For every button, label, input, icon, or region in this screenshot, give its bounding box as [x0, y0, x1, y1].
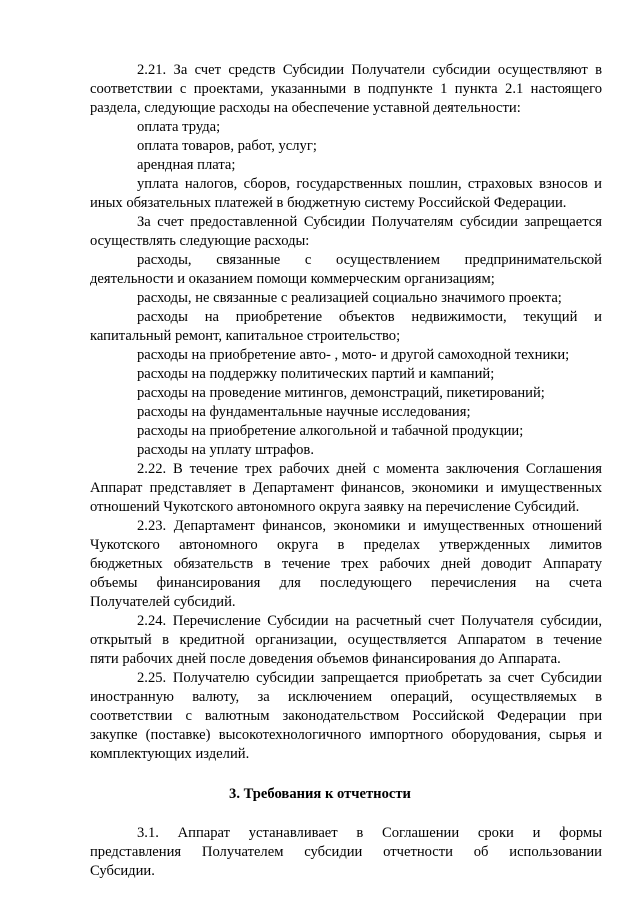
- text-line: расходы на уплату штрафов.: [137, 442, 314, 458]
- text-line: представления Получателем субсидии отчетности об использовании: [90, 844, 602, 860]
- text-line: расходы на фундаментальные научные исследования;: [137, 404, 471, 420]
- text-line: уплата налогов, сборов, государственных пошлин, страховых взносов и: [137, 176, 602, 192]
- text-line: закупке (поставке) высокотехнологичного импортного оборудования, сырья и: [90, 727, 602, 743]
- text-line: 2.21. За счет средств Субсидии Получатели субсидии осуществляют в: [137, 62, 602, 78]
- text-line: соответствии с проектами, указанными в подпункте 1 пункта 2.1 настоящего: [90, 81, 602, 97]
- text-line: оплата товаров, работ, услуг;: [137, 138, 317, 154]
- text-line: соответствии с валютным законодательством Российской Федерации при: [90, 708, 602, 724]
- text-line: расходы на проведение митингов, демонстраций, пикетирований;: [137, 385, 545, 401]
- text-line: деятельности и оказанием помощи коммерческим организациям;: [90, 271, 495, 287]
- section-heading: 3. Требования к отчетности: [229, 786, 411, 802]
- text-line: Аппарат представляет в Департамент финансов, экономики и имущественных: [90, 480, 602, 496]
- text-line: иных обязательных платежей в бюджетную систему Российской Федерации.: [90, 195, 567, 211]
- text-line: 3.1. Аппарат устанавливает в Соглашении сроки и формы: [137, 825, 602, 841]
- text-line: расходы на приобретение авто- , мото- и другой самоходной техники;: [137, 347, 570, 363]
- text-line: 2.25. Получателю субсидии запрещается приобретать за счет Субсидии: [137, 670, 602, 686]
- text-line: раздела, следующие расходы на обеспечение уставной деятельности:: [90, 100, 521, 116]
- text-line: открытый в кредитной организации, осуществляется Аппаратом в течение: [90, 632, 602, 648]
- text-line: расходы на приобретение алкогольной и табачной продукции;: [137, 423, 524, 439]
- text-line: Получателей субсидий.: [90, 594, 236, 610]
- text-line: объемы финансирования для последующего перечисления на счета: [90, 575, 602, 591]
- text-line: расходы, связанные с осуществлением предпринимательской: [137, 252, 602, 268]
- text-line: Чукотского автономного округа в пределах утвержденных лимитов: [90, 537, 602, 553]
- text-line: расходы на поддержку политических партий и кампаний;: [137, 366, 495, 382]
- text-line: Субсидии.: [90, 863, 155, 879]
- text-line: 2.22. В течение трех рабочих дней с момента заключения Соглашения: [137, 461, 602, 477]
- text-line: 2.24. Перечисление Субсидии на расчетный счет Получателя субсидии,: [137, 613, 602, 629]
- text-line: капитальный ремонт, капитальное строительство;: [90, 328, 401, 344]
- text-line: комплектующих изделий.: [90, 746, 250, 762]
- text-line: бюджетных обязательств в течение трех рабочих дней доводит Аппарату: [90, 556, 602, 572]
- text-line: оплата труда;: [137, 119, 221, 135]
- text-line: иностранную валюту, за исключением операций, осуществляемых в: [90, 689, 602, 705]
- text-line: арендная плата;: [137, 157, 236, 173]
- text-line: пяти рабочих дней после доведения объемов финансирования до Аппарата.: [90, 651, 561, 667]
- text-line: осуществлять следующие расходы:: [90, 233, 310, 249]
- text-line: За счет предоставленной Субсидии Получателям субсидии запрещается: [137, 214, 602, 230]
- text-line: расходы на приобретение объектов недвижимости, текущий и: [137, 309, 602, 325]
- text-line: расходы, не связанные с реализацией социально значимого проекта;: [137, 290, 562, 306]
- text-line: отношений Чукотского автономного округа заявку на перечисление Субсидий.: [90, 499, 580, 515]
- text-line: 2.23. Департамент финансов, экономики и имущественных отношений: [137, 518, 602, 534]
